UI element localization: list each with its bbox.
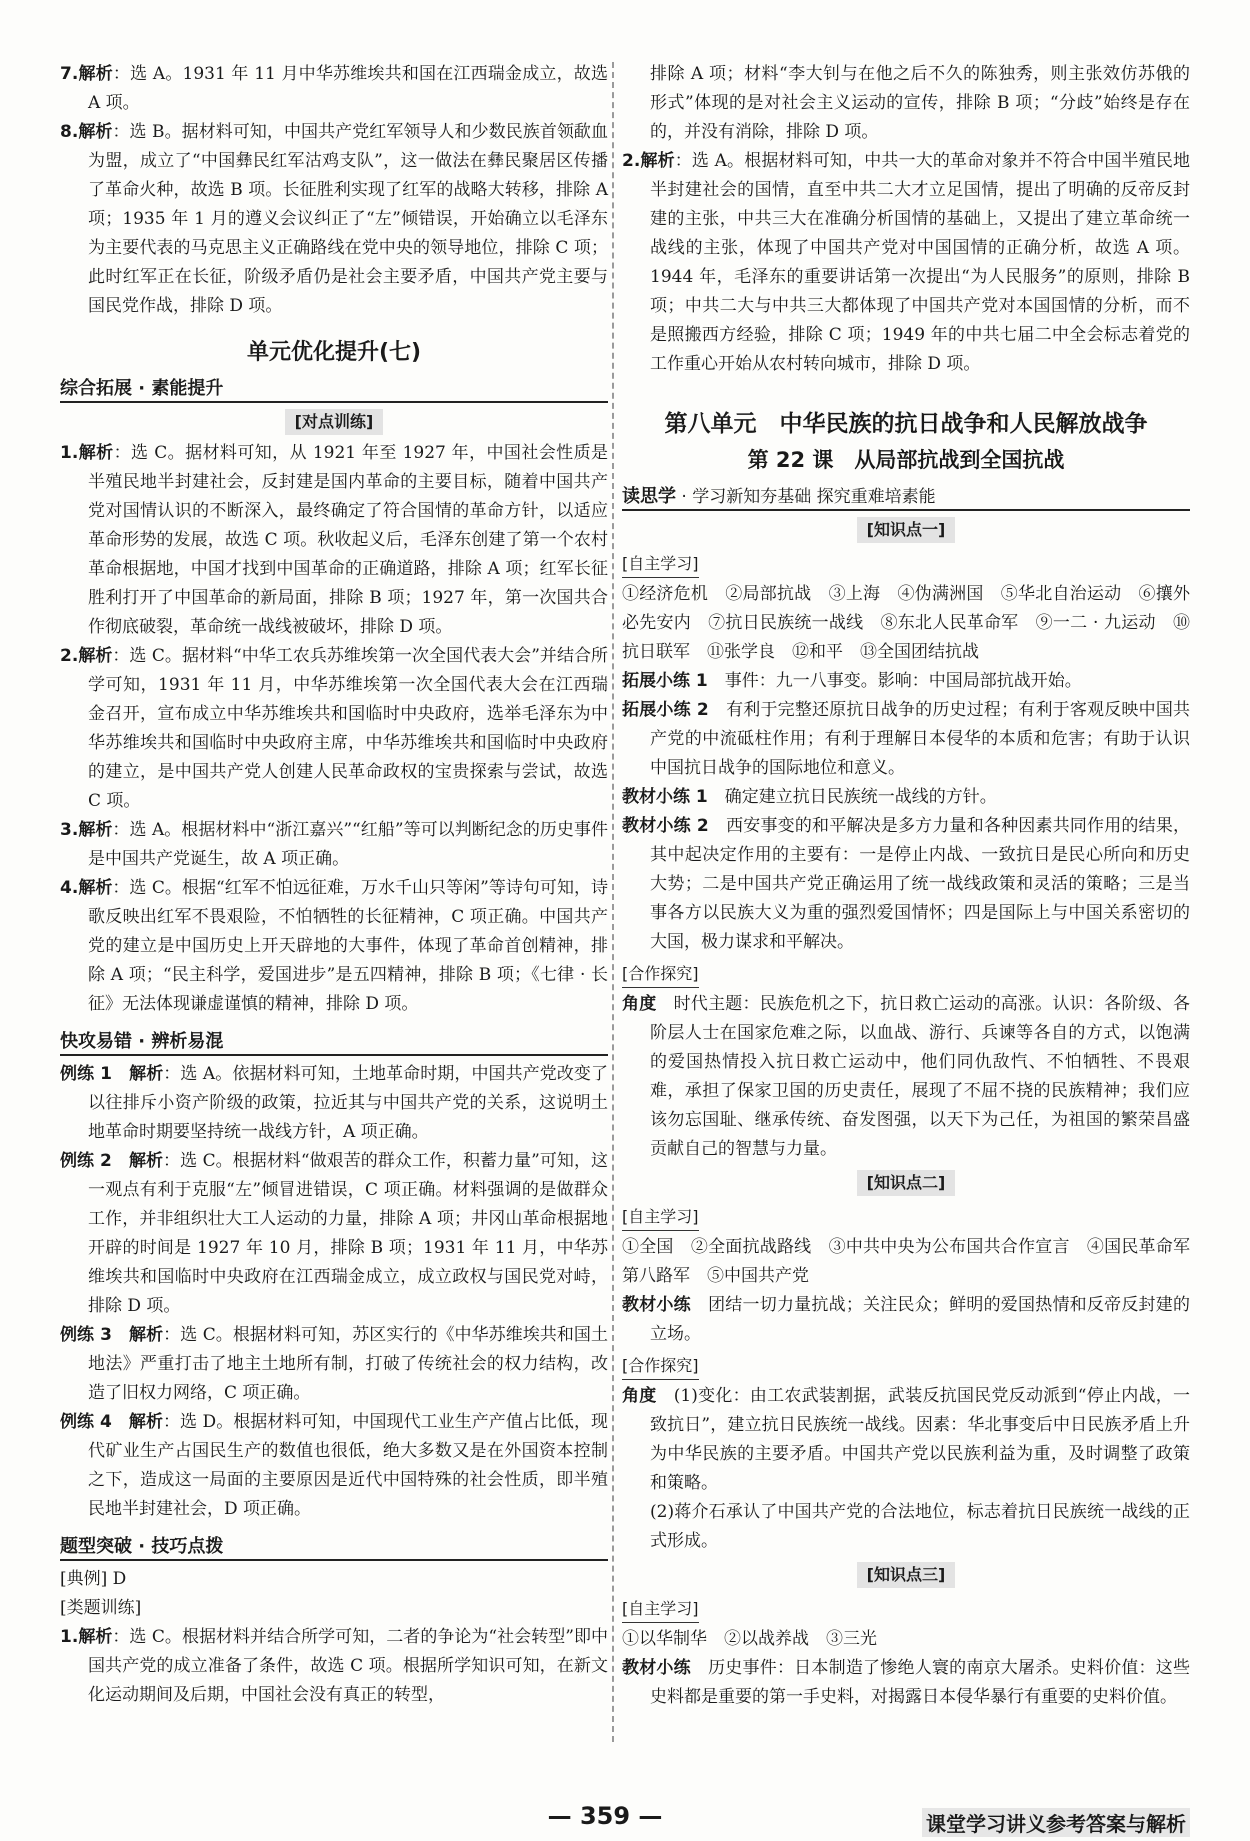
label-cooperative-2: [合作探究] [622,1353,699,1380]
page-number: — 359 — [547,1802,663,1830]
section-heading-errors: 快攻易错 · 辨析易混 [60,1027,608,1056]
right-column [622,60,1190,1712]
box-targeted-practice: [对点训练] [285,409,384,435]
column-divider [612,62,614,1742]
training-2: 2.解析：选 A。根据材料可知，中共一大的革命对象并不符合中国半殖民地半封建社会的国情，直至中共二大才立足国情，提出了明确的反帝反封建的主张，中共三大在准确分析国情的基础上，又提出了建立革命统一战线的主张，体现了中国共产党对中国国情的正确分析，故选 A 项。1944 年，毛泽东的重要讲话第一次提出“为人民服务”的原则，排除 B 项；中共二大与中共三大都体现了中国共产党对本国国情的分析，而不是照搬西方经验，排除 C 项；1949 年的中共七届二中全会标志着党的工作重心开始从农村转向城市，排除 D 项。 [622,151,1191,374]
similar-training-label: [类题训练] [60,1598,142,1618]
section-heading-comprehensive: 综合拓展 · 素能提升 [60,374,608,403]
extension-1: 拓展小练 1 事件：九一八事变。影响：中国局部抗战开始。 [622,671,1082,691]
section-heading-techniques: 题型突破 · 技巧点拨 [60,1532,608,1561]
textbook-practice-4: 教材小练 历史事件：日本制造了惨绝人寰的南京大屠杀。史料价值：这些史料都是重要的第一手史料，对揭露日本侵华暴行有重要的史料价值。 [622,1658,1190,1707]
example-2: 例练 2 解析：选 C。根据材料“做艰苦的群众工作，积蓄力量”可知，这一观点有利于克服“左”倾冒进错误，C 项正确。材料强调的是做群众工作，并非组织壮大工人运动的力量，排除 A 项；井冈山革命根据地开辟的时间是 1927 年 10 月，排除 B 项；1931 年 11 月，中华苏维埃共和国临时中央政府在江西瑞金成立，成立政权与国民党对峙，排除 D 项。 [60,1151,608,1316]
textbook-practice-2: 教材小练 2 西安事变的和平解决是多方力量和各种因素共同作用的结果，其中起决定作用的主要有：一是停止内战、一致抗日是民心所向和历史大势；二是中国共产党正确运用了统一战线政策和灵活的策略；三是当事各方以民族大义为重的强烈爱国情怀；四是国际上与中国关系密切的大国，极力谋求和平解决。 [622,816,1191,952]
practice-2: 2.解析：选 C。据材料“中华工农兵苏维埃第一次全国代表大会”并结合所学可知，1931 年 11 月，中华苏维埃第一次全国代表大会在江西瑞金召开，宣布成立中华苏维埃共和国临时中央政府，选举毛泽东为中华苏维埃共和国临时中央政府主席，中华苏维埃共和国临时中央政府的建立，是中国共产党人创建人民革命政权的宝贵探索与尝试，故选 C 项。 [60,646,609,811]
unit-review-title: 单元优化提升(七) [246,340,422,365]
extension-2: 拓展小练 2 有利于完整还原抗日战争的历史过程；有利于客观反映中国共产党的中流砥柱作用；有利于理解日本侵华的本质和危害；有助于认识中国抗日战争的国际地位和意义。 [622,700,1191,778]
example-4: 例练 4 解析：选 D。根据材料可知，中国现代工业生产产值占比低，现代矿业生产占国民生产的数值也很低，绝大多数又是在外国资本控制之下，造成这一局面的主要原因是近代中国特殊的社会性质，即半殖民地半封建社会，D 项正确。 [60,1412,608,1519]
label-self-study-3: [自主学习] [622,1596,699,1623]
label-cooperative-1: [合作探究] [622,961,699,988]
answer-7: 7.解析：选 A。1931 年 11 月中华苏维埃共和国在江西瑞金成立，故选 A 项。 [60,64,608,113]
page-footer [0,1802,1250,1838]
practice-3: 3.解析：选 A。根据材料中“浙江嘉兴”“红船”等可以判断纪念的历史事件是中国共产党诞生，故 A 项正确。 [60,820,609,869]
textbook-practice-3: 教材小练 团结一切力量抗战；关注民众；鲜明的爱国热情和反帝反封建的立场。 [622,1295,1190,1344]
angle-1: 角度 时代主题：民族危机之下，抗日救亡运动的高涨。认识：各阶级、各阶层人士在国家危难之际，以血战、游行、兵谏等各自的方式，以饱满的爱国热情投入抗日救亡运动中，他们同仇敌忾、不怕牺牲、不畏艰难，承担了保家卫国的历史责任，展现了不屈不挠的民族精神；我们应该勿忘国耻、继承传统、奋发图强，以天下为己任，为祖国的繁荣昌盛贡献自己的智慧与力量。 [622,994,1190,1159]
kp3-answers: ①以华制华 ②以战养战 ③三光 [622,1629,877,1649]
unit-title: 第八单元 中华民族的抗日战争和人民解放战争 [664,411,1148,437]
practice-4: 4.解析：选 C。根据“红军不怕远征难，万水千山只等闲”等诗句可知，诗歌反映出红军不畏艰险，不怕牺牲的长征精神，C 项正确。中国共产党的建立是中国历史上开天辟地的大事件，体现了革命首创精神，排除 A 项；“民主科学，爱国进步”是五四精神，排除 B 项；《七律 · 长征》无法体现谦虚谨慎的精神，排除 D 项。 [60,878,609,1014]
training-1: 1.解析：选 C。根据材料并结合所学可知，二者的争论为“社会转型”即中国共产党的成立准备了条件，故选 C 项。根据所学知识可知，在新文化运动期间及后期，中国社会没有真正的转型， [60,1627,609,1705]
lesson-title: 第 22 课 从局部抗战到全国抗战 [747,448,1065,472]
kp2-answers: ①全国 ②全面抗战路线 ③中共中央为公布国共合作宣言 ④国民革命军第八路军 ⑤中国共产党 [622,1237,1190,1286]
answer-8: 8.解析：选 B。据材料可知，中国共产党红军领导人和少数民族首领歃血为盟，成立了“中国彝民红军沽鸡支队”，这一做法在彝民聚居区传播了革命火种，故选 B 项。长征胜利实现了红军的战略大转移，排除 A 项；1935 年 1 月的遵义会议纠正了“左”倾错误，开始确立以毛泽东为主要代表的马克思主义正确路线在党中央的领导地位，排除 C 项；此时红军正在长征，阶级矛盾仍是社会主要矛盾，中国共产党主要与国民党作战，排除 D 项。 [60,122,608,316]
training-1-continued: 排除 A 项；材料“李大钊与在他之后不久的陈独秀，则主张效仿苏俄的形式”体现的是对社会主义运动的宣传，排除 B 项；“分歧”始终是存在的，并没有消除，排除 D 项。 [650,64,1190,142]
kp1-answers: ①经济危机 ②局部抗战 ③上海 ④伪满洲国 ⑤华北自治运动 ⑥攘外必先安内 ⑦抗日民族统一战线 ⑧东北人民革命军 ⑨一二 · 九运动 ⑩抗日联军 ⑪张学良 ⑫和平 ⑬全国团结抗战 [622,584,1190,662]
section-heading-read-think: 读思学 · 学习新知夯基础 探究重难培素能 [622,482,1190,511]
angle-2b: (2)蒋介石承认了中国共产党的合法地位，标志着抗日民族统一战线的正式形成。 [650,1502,1190,1551]
label-self-study-2: [自主学习] [622,1204,699,1231]
angle-2a: 角度 (1)变化：由工农武装割据，武装反抗国民党反动派到“停止内战，一致抗日”，建立抗日民族统一战线。因素：华北事变后中日民族矛盾上升为中华民族的主要矛盾。中国共产党以民族利益为重，及时调整了政策和策略。 [622,1386,1190,1493]
textbook-practice-1: 教材小练 1 确定建立抗日民族统一战线的方针。 [622,787,997,807]
example-1: 例练 1 解析：选 A。依据材料可知，土地革命时期，中国共产党改变了以往排斥小资产阶级的政策，拉近其与中国共产党的关系，这说明土地革命时期要坚持统一战线方针，A 项正确。 [60,1064,608,1142]
box-knowledge-point-1: [知识点一] [857,517,956,543]
practice-1: 1.解析：选 C。据材料可知，从 1921 年至 1927 年，中国社会性质是半殖民地半封建社会，反封建是国内革命的主要目标，随着中国共产党对国情认识的不断深入，最终确定了符合国情的革命方针，以适应革命形势的发展，故选 C 项。秋收起义后，毛泽东创建了第一个农村革命根据地，中国才找到中国革命的正确道路，排除 A 项；红军长征胜利打开了中国革命的新局面，排除 B 项；1927 年，第一次国共合作彻底破裂，革命统一战线被破坏，排除 D 项。 [60,443,608,637]
footer-title: 课堂学习讲义参考答案与解析 [922,1808,1190,1837]
box-knowledge-point-2: [知识点二] [857,1170,956,1196]
label-self-study-1: [自主学习] [622,551,699,578]
left-column [60,60,608,1710]
typical-example: [典例] D [60,1569,127,1589]
example-3: 例练 3 解析：选 C。根据材料可知，苏区实行的《中华苏维埃共和国土地法》严重打击了地主土地所有制，打破了传统社会的权力结构，改造了旧权力网络，C 项正确。 [60,1325,608,1403]
box-knowledge-point-3: [知识点三] [857,1562,956,1588]
